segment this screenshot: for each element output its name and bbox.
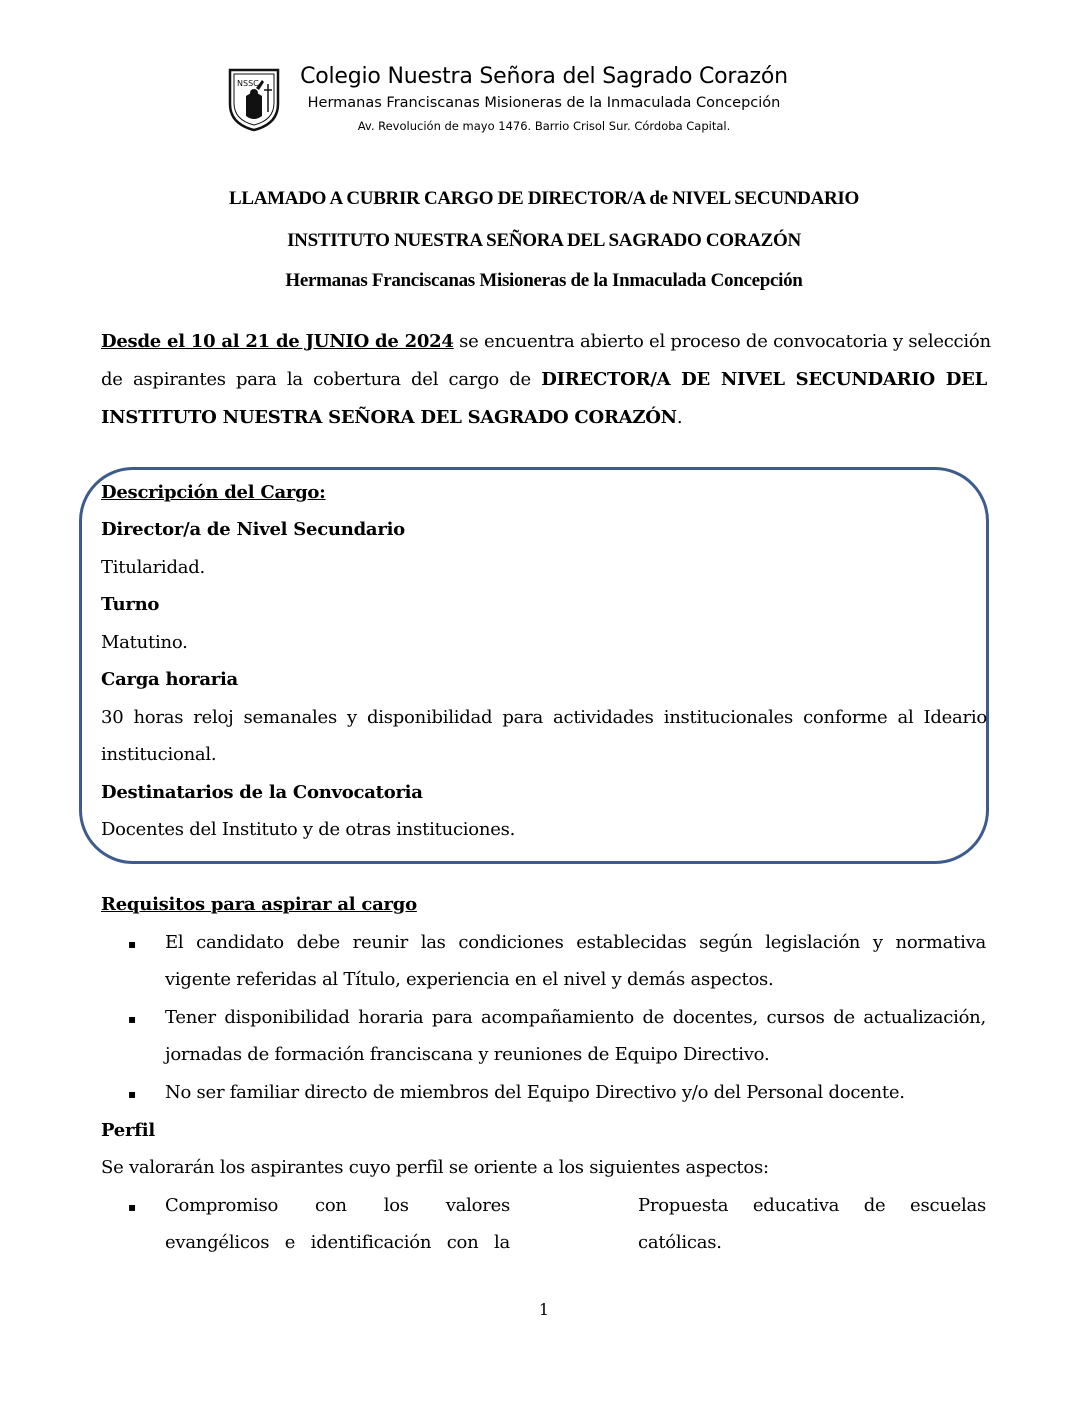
position-value: Titularidad.	[101, 557, 205, 578]
institute-title: INSTITUTO NUESTRA SEÑORA DEL SAGRADO CORAZÓN	[287, 230, 801, 251]
svg-text:NSSC: NSSC	[237, 79, 259, 88]
intro-line-2-start: de aspirantes para la cobertura del cargo de	[101, 369, 542, 390]
profile-intro: Se valorarán los aspirantes cuyo perfil se oriente a los siguientes aspectos:	[101, 1157, 769, 1178]
requirement-2-line-2: jornadas de formación franciscana y reuniones de Equipo Directivo.	[165, 1044, 770, 1065]
profile-right-line-2: católicas.	[638, 1232, 722, 1253]
intro-institute-bold: INSTITUTO NUESTRA SEÑORA DEL SAGRADO CORAZÓN	[101, 407, 677, 428]
recipients-label: Destinatarios de la Convocatoria	[101, 782, 423, 803]
intro-dates: Desde el 10 al 21 de JUNIO de 2024	[101, 331, 454, 352]
profile-heading: Perfil	[101, 1120, 155, 1141]
position-label: Director/a de Nivel Secundario	[101, 519, 405, 540]
intro-line-2	[101, 369, 987, 390]
intro-position-bold: DIRECTOR/A DE NIVEL SECUNDARIO DEL	[541, 369, 987, 390]
requirement-1-line-1: El candidato debe reunir las condiciones establecidas según legislación y normativa	[165, 932, 986, 953]
order-title: Hermanas Franciscanas Misioneras de la Inmaculada Concepción	[285, 270, 803, 291]
profile-right-line-1: Propuesta educativa de escuelas	[638, 1195, 986, 1216]
requirement-2-line-1: Tener disponibilidad horaria para acompañamiento de docentes, cursos de actualización,	[165, 1007, 986, 1028]
profile-left-line-1: Compromiso con los valores	[165, 1195, 510, 1216]
school-address: Av. Revolución de mayo 1476. Barrio Crisol Sur. Córdoba Capital.	[357, 119, 731, 133]
intro-line-1-rest: se encuentra abierto el proceso de convocatoria y selección	[453, 331, 991, 352]
recipients-value: Docentes del Instituto y de otras instituciones.	[101, 819, 516, 840]
bullet-icon: ▪	[128, 1200, 137, 1214]
shift-value: Matutino.	[101, 632, 188, 653]
hours-value-line-1: 30 horas reloj semanales y disponibilidad para actividades institucionales conforme al Ideario	[101, 707, 987, 728]
call-title: LLAMADO A CUBRIR CARGO DE DIRECTOR/A de NIVEL SECUNDARIO	[229, 188, 859, 209]
school-name: Colegio Nuestra Señora del Sagrado Corazón	[300, 64, 788, 89]
bullet-icon: ▪	[128, 1087, 137, 1101]
requirement-1-line-2: vigente referidas al Título, experiencia en el nivel y demás aspectos.	[165, 969, 774, 990]
profile-left-line-2: evangélicos e identificación con la	[165, 1232, 510, 1253]
description-heading: Descripción del Cargo:	[101, 482, 326, 503]
requirements-heading: Requisitos para aspirar al cargo	[101, 894, 417, 915]
bullet-icon: ▪	[128, 937, 137, 951]
hours-value-line-2: institucional.	[101, 744, 217, 765]
shift-label: Turno	[101, 594, 160, 615]
page-number: 1	[538, 1300, 550, 1319]
requirement-3-line-1: No ser familiar directo de miembros del Equipo Directivo y/o del Personal docente.	[165, 1082, 905, 1103]
hours-label: Carga horaria	[101, 669, 238, 690]
bullet-icon: ▪	[128, 1012, 137, 1026]
intro-line-3: INSTITUTO NUESTRA SEÑORA DEL SAGRADO CORAZÓN.	[101, 407, 683, 428]
school-crest-logo	[226, 66, 282, 132]
intro-line-1	[101, 331, 991, 352]
religious-order-name: Hermanas Franciscanas Misioneras de la Inmaculada Concepción	[307, 95, 781, 111]
